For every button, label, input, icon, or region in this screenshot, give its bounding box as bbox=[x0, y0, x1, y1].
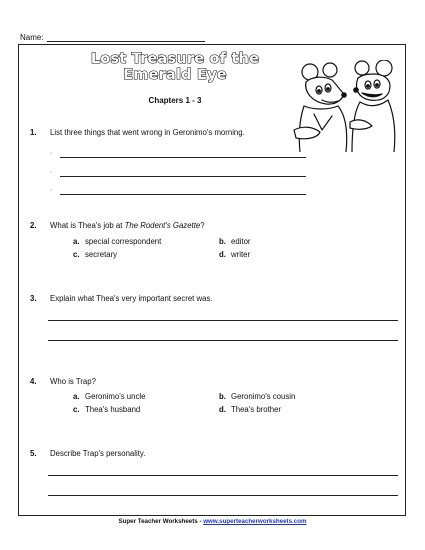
question-2-option-c[interactable]: c. secretary bbox=[73, 250, 118, 259]
question-1-number: 1. bbox=[30, 128, 37, 137]
footer-brand: Super Teacher Worksheets bbox=[118, 518, 198, 525]
title-line-2: Emerald Eye bbox=[123, 67, 227, 83]
question-4-option-d[interactable]: d. Thea's brother bbox=[219, 405, 282, 414]
question-2-option-a[interactable]: a. special correspondent bbox=[73, 237, 162, 246]
answer-line-1b[interactable] bbox=[60, 176, 306, 177]
answer-line-3a[interactable] bbox=[48, 320, 398, 321]
question-4-option-b[interactable]: b. Geronimo's cousin bbox=[219, 392, 296, 401]
footer bbox=[0, 518, 425, 525]
question-5-text: Describe Trap's personality. bbox=[50, 449, 146, 458]
answer-line-1c[interactable] bbox=[60, 194, 306, 195]
name-row bbox=[20, 33, 205, 42]
question-2-option-d[interactable]: d. writer bbox=[219, 250, 251, 259]
title-line-1: Lost Treasure of the bbox=[90, 51, 260, 67]
question-2-option-b[interactable]: b. editor bbox=[219, 237, 251, 246]
footer-link[interactable]: www.superteacherworksheets.com bbox=[203, 518, 307, 525]
chapters-subtitle: Chapters 1 - 3 bbox=[148, 96, 202, 105]
question-4-option-a[interactable]: a. Geronimo's uncle bbox=[73, 392, 146, 401]
question-4-option-c[interactable]: c. Thea's husband bbox=[73, 405, 141, 414]
question-5-number: 5. bbox=[30, 449, 37, 458]
answer-line-5a[interactable] bbox=[48, 475, 398, 476]
bullet-icon: ◦ bbox=[50, 187, 53, 194]
question-1-text: List three things that went wrong in Geronimo's morning. bbox=[50, 128, 245, 137]
mice-illustration bbox=[292, 60, 400, 152]
answer-line-3b[interactable] bbox=[48, 340, 398, 341]
question-3-number: 3. bbox=[30, 294, 37, 303]
question-2-number: 2. bbox=[30, 221, 37, 230]
answer-line-5b[interactable] bbox=[48, 495, 398, 496]
name-label: Name: bbox=[20, 33, 44, 42]
question-2-text: What is Thea's job at The Rodent's Gazette? bbox=[50, 221, 205, 230]
bullet-icon: ◦ bbox=[50, 150, 53, 157]
bullet-icon: ◦ bbox=[50, 169, 53, 176]
name-field[interactable] bbox=[47, 33, 205, 42]
answer-line-1a[interactable] bbox=[60, 157, 306, 158]
footer-separator: - bbox=[197, 518, 204, 525]
question-4-number: 4. bbox=[30, 377, 37, 386]
question-4-text: Who is Trap? bbox=[50, 377, 96, 386]
question-3-text: Explain what Thea's very important secret was. bbox=[50, 294, 213, 303]
